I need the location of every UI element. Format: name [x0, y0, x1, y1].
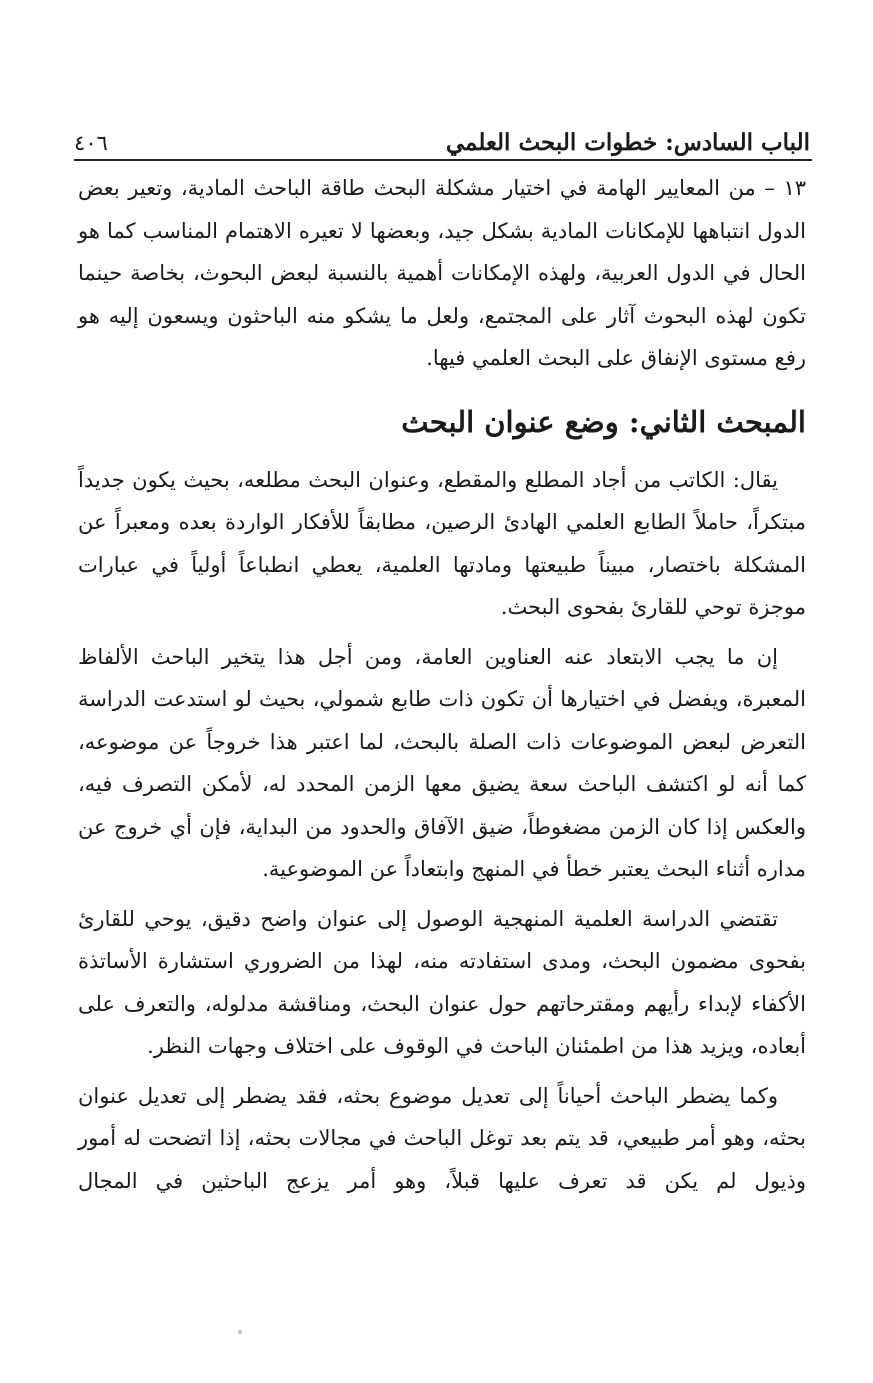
paragraph-clear-title: تقتضي الدراسة العلمية المنهجية الوصول إلى عنوان واضح دقيق، يوحي للقارئ بفحوى مضمون البحث، ومدى استفادته منه، لهذا من الضروري استشارة الأساتذة الأكفاء لإبداء رأيهم ومقترحاتهم حول عنوان البحث، ومناقشة مدلوله، والتعرف على أبعاده، ويزيد هذا من اطمئنان الباحث في الوقوف على اختلاف وجهات النظر.: [78, 906, 806, 1058]
body-text: [78, 167, 806, 1202]
page-number: ٤٠٦: [74, 131, 108, 155]
paragraph-title-opening: يقال: الكاتب من أجاد المطلع والمقطع، وعنوان البحث مطلعه، بحيث يكون جديداً مبتكراً، حاملاً الطابع العلمي الهادئ الرصين، مطابقاً للأفكار الواردة بعده ومعبراً عن المشكلة باختصار، مبيناً طبيعتها ومادتها العلمية، يعطي انطباعاً أولياً في عبارات موجزة توحي للقارئ بفحوى البحث.: [78, 467, 806, 619]
running-title: الباب السادس: خطوات البحث العلمي: [445, 129, 810, 156]
running-header: [74, 118, 810, 158]
paragraph-criteria-13: ١٣ – من المعايير الهامة في اختيار مشكلة البحث طاقة الباحث المادية، وتعير بعض الدول انتباهها للإمكانات المادية بشكل جيد، وبعضها لا تعيره الاهتمام المناسب كما هو الحال في الدول العربية، ولهذه الإمكانات أهمية بالنسبة لبعض البحوث، بخاصة حينما تكون لهذه البحوث آثار على المجتمع، ولعل ما يشكو منه الباحثون ويسعون إليه هو رفع مستوى الإنفاق على البحث العلمي فيها.: [78, 176, 806, 370]
header-rule: [74, 159, 812, 161]
scan-speck: [238, 1330, 242, 1334]
paragraph-avoid-general-titles: إن ما يجب الابتعاد عنه العناوين العامة، ومن أجل هذا يتخير الباحث الألفاظ المعبرة، ويفضل في اختيارها أن تكون ذات طابع شمولي، بحيث لو استدعت الدراسة التعرض لبعض الموضوعات ذات الصلة بالبحث، لما اعتبر هذا خروجاً عن موضوعه، كما أنه لو اكتشف الباحث سعة يضيق معها الزمن المحدد له، لأمكن التصرف فيه، والعكس إذا كان الزمن مضغوطاً، ضيق الآفاق والحدود من البداية، فإن أي خروج عن مداره أثناء البحث يعتبر خطأ في المنهج وابتعاداً عن الموضوعية.: [78, 644, 806, 881]
section-heading: المبحث الثاني: وضع عنوان البحث: [401, 404, 806, 439]
paragraph-title-revision: وكما يضطر الباحث أحياناً إلى تعديل موضوع بحثه، فقد يضطر إلى تعديل عنوان بحثه، وهو أمر طبيعي، قد يتم بعد توغل الباحث في مجالات بحثه، إذا اتضحت له أمور وذيول لم يكن قد تعرف عليها قبلاً، وهو أمر يزعج الباحثين في المجال: [78, 1083, 806, 1193]
